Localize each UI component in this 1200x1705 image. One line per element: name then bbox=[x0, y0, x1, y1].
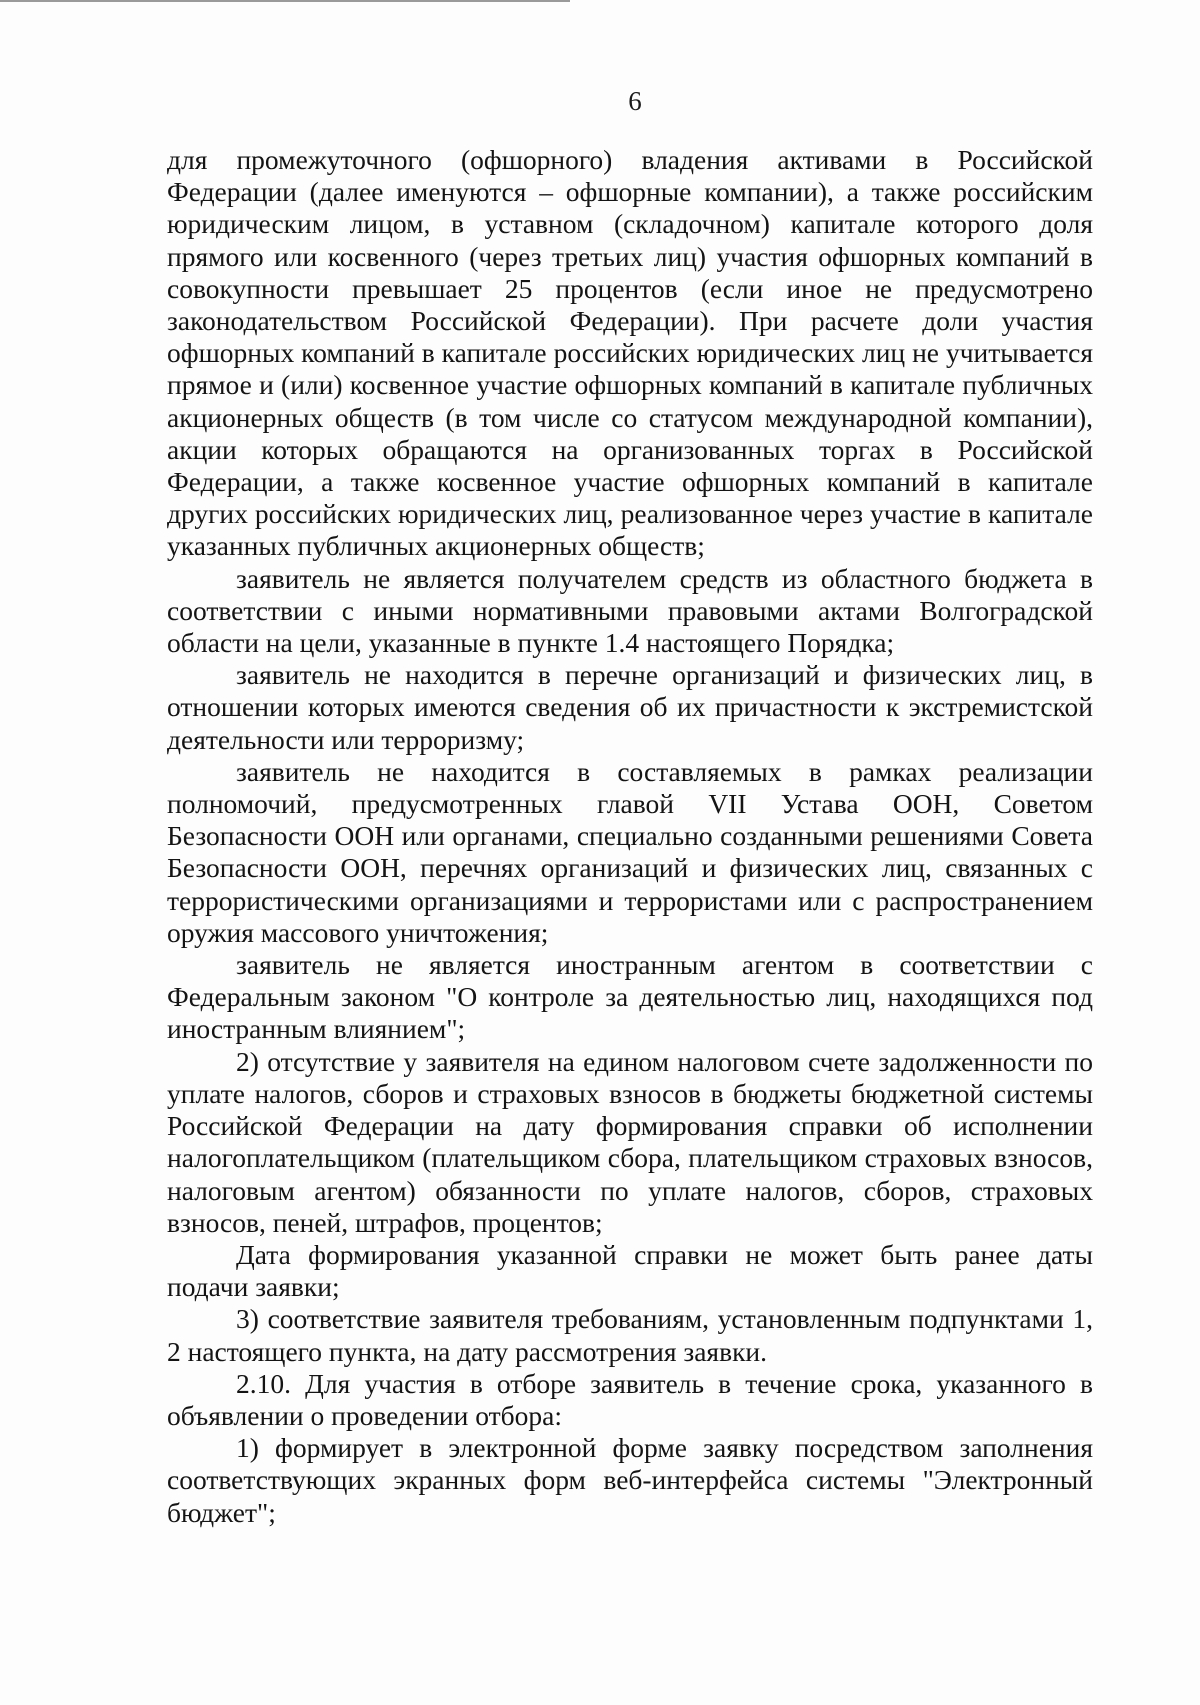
paragraph: заявитель не находится в составляемых в рамках реализации полномочий, предусмотренных главой VII Устава ООН, Советом Безопасности ООН или органами, специально созданными решениями Совета Безопасности ООН, перечнях организаций и физических лиц, связанных с террористическими организациями и террористами или с распространением оружия массового уничтожения; bbox=[167, 755, 1093, 948]
paragraph: 3) соответствие заявителя требованиям, установленным подпунктами 1, 2 настоящего пункта, на дату рассмотрения заявки. bbox=[167, 1303, 1093, 1367]
scan-edge-line bbox=[0, 0, 570, 2]
paragraph: заявитель не является иностранным агентом в соответствии с Федеральным законом "О контроле за деятельностью лиц, находящихся под иностранным влиянием"; bbox=[167, 949, 1093, 1045]
paragraph: 2.10. Для участия в отборе заявитель в течение срока, указанного в объявлении о проведении отбора: bbox=[167, 1367, 1093, 1431]
paragraph: Дата формирования указанной справки не может быть ранее даты подачи заявки; bbox=[167, 1238, 1093, 1303]
paragraph: заявитель не находится в перечне организаций и физических лиц, в отношении которых имеются сведения об их причастности к экстремистской деятельности или терроризму; bbox=[167, 659, 1093, 755]
paragraph: для промежуточного (офшорного) владения активами в Российской Федерации (далее именуются – офшорные компании), а также российским юридическим лицом, в уставном (складочном) капитале которого доля прямого или косвенного (через третьих лиц) участия офшорных компаний в совокупности превышает 25 процентов (если иное не предусмотрено законодательством Российской Федерации). При расчете доли участия офшорных компаний в капитале российских юридических лиц не учитывается прямое и (или) косвенное участие офшорных компаний в капитале публичных акционерных обществ (в том числе со статусом международной компании), акции которых обращаются на организованных торгах в Российской Федерации, а также косвенное участие офшорных компаний в капитале других российских юридических лиц, реализованное через участие в капитале указанных публичных акционерных обществ; bbox=[167, 144, 1093, 562]
paragraph: заявитель не является получателем средств из областного бюджета в соответствии с иными нормативными правовыми актами Волгоградской области на цели, указанные в пункте 1.4 настоящего Порядка; bbox=[167, 562, 1093, 659]
page-number: 6 bbox=[628, 86, 642, 116]
paragraph: 1) формирует в электронной форме заявку посредством заполнения соответствующих экранных форм веб-интерфейса системы "Электронный бюджет"; bbox=[167, 1432, 1093, 1528]
document-body bbox=[167, 144, 1093, 1529]
paragraph: 2) отсутствие у заявителя на едином налоговом счете задолженности по уплате налогов, сборов и страховых взносов в бюджеты бюджетной системы Российской Федерации на дату формирования справки об исполнении налогоплательщиком (плательщиком сбора, плательщиком страховых взносов, налоговым агентом) обязанности по уплате налогов, сборов, страховых взносов, пеней, штрафов, процентов; bbox=[167, 1045, 1093, 1238]
